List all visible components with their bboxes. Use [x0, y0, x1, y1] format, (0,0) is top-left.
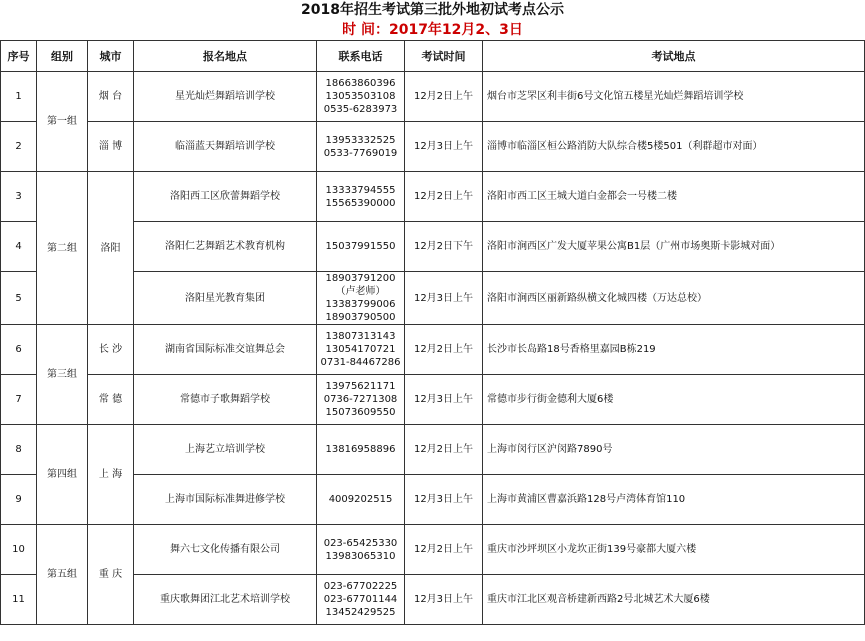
- time-cell: 12月3日上午: [405, 272, 483, 325]
- group-cell: 第一组: [37, 72, 88, 172]
- address-cell: 淄博市临淄区桓公路消防大队综合楼5楼501（利群超市对面）: [483, 122, 865, 172]
- time-cell: 12月2日上午: [405, 525, 483, 575]
- row-seq: 9: [1, 475, 37, 525]
- phone-cell: [317, 72, 405, 122]
- phone-line: 15037991550: [325, 241, 396, 252]
- address-cell: 重庆市沙坪坝区小龙坎正街139号豪都大厦六楼: [483, 525, 865, 575]
- phone-line: 15073609550: [325, 407, 396, 418]
- row-seq: 4: [1, 222, 37, 272]
- table-row: [1, 375, 865, 425]
- phone-line: 13054170721: [325, 344, 396, 355]
- phone-cell: [317, 272, 405, 325]
- address-cell: 上海市闵行区沪闵路7890号: [483, 425, 865, 475]
- group-cell: 第二组: [37, 172, 88, 325]
- school-cell: 重庆歌舞团江北艺术培训学校: [134, 575, 317, 625]
- header-address: 考试地点: [483, 41, 865, 72]
- table-row: [1, 72, 865, 122]
- phone-line: 023-67701144: [323, 594, 398, 605]
- phone-cell: [317, 172, 405, 222]
- row-seq: 11: [1, 575, 37, 625]
- table-row: [1, 122, 865, 172]
- time-cell: 12月3日上午: [405, 375, 483, 425]
- phone-line: 15565390000: [325, 197, 396, 209]
- school-cell: 洛阳西工区欣蕾舞蹈学校: [134, 172, 317, 222]
- phone-line: 18663860396: [325, 78, 396, 89]
- school-cell: 临淄蓝天舞蹈培训学校: [134, 122, 317, 172]
- phone-line: 13452429525: [325, 607, 396, 618]
- city-cell: 淄 博: [88, 122, 134, 172]
- row-seq: 6: [1, 325, 37, 375]
- phone-cell: [317, 325, 405, 375]
- header-group: 组别: [37, 41, 88, 72]
- city-cell: 上 海: [88, 425, 134, 525]
- row-seq: 1: [1, 72, 37, 122]
- group-cell: 第五组: [37, 525, 88, 625]
- phone-line: 0731-84467286: [320, 357, 401, 368]
- table-row: [1, 525, 865, 575]
- time-cell: 12月3日上午: [405, 475, 483, 525]
- school-cell: 上海艺立培训学校: [134, 425, 317, 475]
- phone-cell: [317, 222, 405, 272]
- phone-cell: [317, 525, 405, 575]
- time-cell: 12月2日上午: [405, 72, 483, 122]
- address-cell: 烟台市芝罘区利丰街6号文化馆五楼星光灿烂舞蹈培训学校: [483, 72, 865, 122]
- phone-line: 0533-7769019: [323, 147, 398, 159]
- address-cell: 上海市黄浦区曹嘉浜路128号卢湾体育馆110: [483, 475, 865, 525]
- address-cell: 洛阳市涧西区丽新路纵横文化城四楼（万达总校）: [483, 272, 865, 325]
- table-row: [1, 425, 865, 475]
- phone-cell: [317, 375, 405, 425]
- school-cell: 洛阳星光教育集团: [134, 272, 317, 325]
- header-phone: 联系电话: [317, 41, 405, 72]
- phone-cell: [317, 122, 405, 172]
- city-cell: 洛阳: [88, 172, 134, 325]
- city-cell: 长 沙: [88, 325, 134, 375]
- school-cell: 湖南省国际标准交谊舞总会: [134, 325, 317, 375]
- phone-line: 13807313143: [325, 331, 396, 342]
- phone-line: 18903791200: [325, 273, 396, 284]
- document-subtitle: 时 间：2017年12月2、3日: [342, 22, 523, 38]
- time-cell: 12月2日下午: [405, 222, 483, 272]
- phone-line: 4009202515: [328, 494, 393, 505]
- phone-line: 13983065310: [325, 550, 396, 562]
- exam-site-table: [0, 40, 865, 625]
- phone-line: 13053503108: [325, 91, 396, 102]
- group-cell: 第三组: [37, 325, 88, 425]
- phone-line: 13383799006: [325, 299, 396, 310]
- document-title: 2018年招生考试第三批外地初试考点公示: [301, 2, 564, 18]
- address-cell: 洛阳市涧西区广发大厦苹果公寓B1层（广州市场奥斯卡影城对面）: [483, 222, 865, 272]
- row-seq: 8: [1, 425, 37, 475]
- phone-cell: [317, 425, 405, 475]
- address-cell: 重庆市江北区观音桥建新西路2号北城艺术大厦6楼: [483, 575, 865, 625]
- time-cell: 12月3日上午: [405, 575, 483, 625]
- time-cell: 12月2日上午: [405, 425, 483, 475]
- address-cell: 洛阳市西工区王城大道白金都会一号楼二楼: [483, 172, 865, 222]
- phone-line: 13816958896: [325, 444, 396, 455]
- time-cell: 12月2日上午: [405, 325, 483, 375]
- phone-line: 023-67702225: [323, 581, 398, 592]
- phone-line: 18903790500: [325, 312, 396, 323]
- city-cell: 重 庆: [88, 525, 134, 625]
- phone-line: 0736-7271308: [323, 394, 398, 405]
- school-cell: 上海市国际标准舞进修学校: [134, 475, 317, 525]
- header-city: 城市: [88, 41, 134, 72]
- school-cell: 星光灿烂舞蹈培训学校: [134, 72, 317, 122]
- city-cell: 烟 台: [88, 72, 134, 122]
- phone-line: （卢老师）: [335, 286, 386, 297]
- phone-cell: [317, 575, 405, 625]
- school-cell: 常德市子歌舞蹈学校: [134, 375, 317, 425]
- phone-line: 0535-6283973: [323, 104, 398, 115]
- header-time: 考试时间: [405, 41, 483, 72]
- city-cell: 常 德: [88, 375, 134, 425]
- table-row: [1, 325, 865, 375]
- time-cell: 12月3日上午: [405, 122, 483, 172]
- row-seq: 2: [1, 122, 37, 172]
- header-seq: 序号: [1, 41, 37, 72]
- phone-line: 13333794555: [325, 184, 396, 196]
- phone-cell: [317, 475, 405, 525]
- school-cell: 洛阳仁艺舞蹈艺术教育机构: [134, 222, 317, 272]
- school-cell: 舞六七文化传播有限公司: [134, 525, 317, 575]
- phone-line: 023-65425330: [323, 537, 398, 549]
- table-header-row: [1, 41, 865, 72]
- row-seq: 3: [1, 172, 37, 222]
- phone-line: 13975621171: [325, 381, 396, 392]
- row-seq: 7: [1, 375, 37, 425]
- address-cell: 常德市步行街金德利大厦6楼: [483, 375, 865, 425]
- header-school: 报名地点: [134, 41, 317, 72]
- row-seq: 5: [1, 272, 37, 325]
- phone-line: 13953332525: [325, 134, 396, 146]
- row-seq: 10: [1, 525, 37, 575]
- time-cell: 12月2日上午: [405, 172, 483, 222]
- address-cell: 长沙市长岛路18号香格里嘉园B栋219: [483, 325, 865, 375]
- group-cell: 第四组: [37, 425, 88, 525]
- table-row: [1, 172, 865, 222]
